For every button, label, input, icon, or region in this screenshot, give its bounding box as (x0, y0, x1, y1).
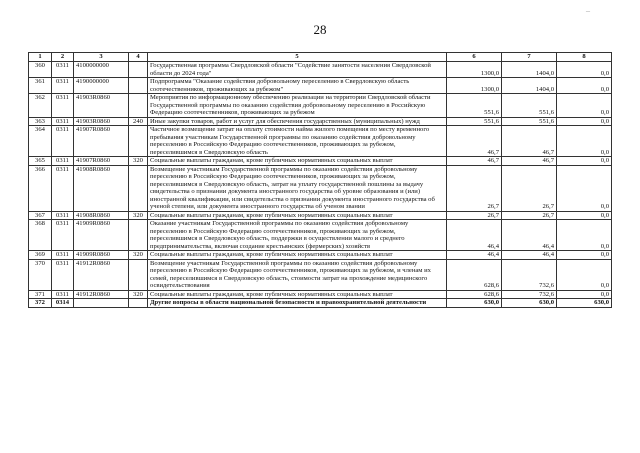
amount-col8-cell: 630,0 (557, 299, 612, 308)
item-name-cell: Подпрограмма "Оказание содействия добровольному переселению в Свердловскую область соотечественников, проживающих за рубежом" (148, 78, 447, 94)
amount-col8-cell: 0,0 (557, 78, 612, 94)
target-code-cell: 41909R0860 (74, 251, 129, 260)
target-code-cell: 41903R0860 (74, 94, 129, 118)
amount-col8-cell: 0,0 (557, 220, 612, 251)
item-name-cell: Иные закупки товаров, работ и услуг для обеспечения государственных (муниципальных) нужд (148, 117, 447, 126)
amount-col7-cell: 26,7 (502, 211, 557, 220)
expense-type-cell (129, 299, 148, 308)
target-code-cell: 41907R0860 (74, 126, 129, 157)
col-header: 6 (447, 53, 502, 62)
expense-type-cell: 320 (129, 157, 148, 166)
row-number-cell: 368 (29, 220, 52, 251)
item-name-cell: Социальные выплаты гражданам, кроме публичных нормативных социальных выплат (148, 211, 447, 220)
table-row (29, 94, 612, 118)
amount-col6-cell: 1300,0 (447, 78, 502, 94)
amount-col7-cell: 46,4 (502, 251, 557, 260)
row-number-cell: 369 (29, 251, 52, 260)
amount-col7-cell: 1404,0 (502, 78, 557, 94)
expense-type-cell (129, 220, 148, 251)
item-name-cell: Возмещение участникам Государственной программы по оказанию содействия добровольному переселению в Российскую Федерацию соотечественников, проживающих за рубежом, и членам их семей, переселившимся в Свердловскую область, стоимости затрат на прохождение медицинского освидетельствования (148, 259, 447, 290)
amount-col8-cell: 0,0 (557, 211, 612, 220)
budget-table (28, 52, 612, 308)
row-number-cell: 363 (29, 117, 52, 126)
amount-col8-cell: 0,0 (557, 94, 612, 118)
col-header: 8 (557, 53, 612, 62)
row-number-cell: 361 (29, 78, 52, 94)
row-number-cell: 365 (29, 157, 52, 166)
table-row (29, 126, 612, 157)
table-row (29, 78, 612, 94)
amount-col7-cell: 551,6 (502, 117, 557, 126)
table-row (29, 165, 612, 211)
item-name-cell: Социальные выплаты гражданам, кроме публичных нормативных социальных выплат (148, 157, 447, 166)
row-number-cell: 362 (29, 94, 52, 118)
item-name-cell: Социальные выплаты гражданам, кроме публичных нормативных социальных выплат (148, 251, 447, 260)
item-name-cell: Мероприятия по информационному обеспечению реализации на территории Свердловской области Государственной программы по оказанию содействия добровольному переселению в Российскую Федерацию соотечественников, проживающих за рубежом (148, 94, 447, 118)
amount-col6-cell: 46,4 (447, 251, 502, 260)
item-name-cell: Государственная программа Свердловской области "Содействие занятости населения Свердловской области до 2024 года" (148, 62, 447, 78)
amount-col6-cell: 551,6 (447, 117, 502, 126)
section-code-cell: 0314 (52, 299, 74, 308)
col-header: 5 (148, 53, 447, 62)
table-row (29, 299, 612, 308)
amount-col8-cell: 0,0 (557, 62, 612, 78)
page-number: 28 (313, 22, 327, 37)
row-number-cell: 367 (29, 211, 52, 220)
target-code-cell: 41909R0860 (74, 220, 129, 251)
amount-col7-cell: 46,7 (502, 157, 557, 166)
section-code-cell: 0311 (52, 117, 74, 126)
table-row (29, 290, 612, 299)
item-name-cell: Другие вопросы в области национальной безопасности и правоохранительной деятельности (148, 299, 447, 308)
amount-col8-cell: 0,0 (557, 290, 612, 299)
section-code-cell: 0311 (52, 62, 74, 78)
target-code-cell: 4100000000 (74, 62, 129, 78)
amount-col7-cell: 46,7 (502, 126, 557, 157)
row-number-cell: 372 (29, 299, 52, 308)
amount-col6-cell: 46,4 (447, 220, 502, 251)
row-number-cell: 371 (29, 290, 52, 299)
table-row (29, 220, 612, 251)
expense-type-cell: 320 (129, 211, 148, 220)
corner-mark: – (586, 6, 590, 15)
amount-col6-cell: 46,7 (447, 157, 502, 166)
expense-type-cell (129, 126, 148, 157)
item-name-cell: Частичное возмещение затрат на оплату стоимости найма жилого помещения по месту временного пребывания участникам Государственной программы по оказанию содействия добровольному переселению в Российскую Федерацию соотечественников, проживающих за рубежом, переселившимся в Свердловскую область (148, 126, 447, 157)
expense-type-cell: 320 (129, 290, 148, 299)
expense-type-cell: 320 (129, 251, 148, 260)
amount-col8-cell: 0,0 (557, 117, 612, 126)
col-header: 7 (502, 53, 557, 62)
amount-col7-cell: 26,7 (502, 165, 557, 211)
section-code-cell: 0311 (52, 78, 74, 94)
expense-type-cell (129, 94, 148, 118)
amount-col6-cell: 1300,0 (447, 62, 502, 78)
table-row (29, 251, 612, 260)
table-header-row (29, 53, 612, 62)
expense-type-cell: 240 (129, 117, 148, 126)
amount-col7-cell: 1404,0 (502, 62, 557, 78)
item-name-cell: Возмещение участникам Государственной программы по оказанию содействия добровольному переселению в Российскую Федерацию соотечественников, проживающих за рубежом, переселившимся в Свердловскую область, затрат на уплату государственной пошлины за выдачу свидетельства о признании документа иностранного государства об уровне образования и (или) иностранной квалификации, или свидетельства о признании документа иностранного государства об ученой степени, или документа иностранного государства об ученом звании (148, 165, 447, 211)
amount-col8-cell: 0,0 (557, 157, 612, 166)
section-code-cell: 0311 (52, 126, 74, 157)
amount-col8-cell: 0,0 (557, 251, 612, 260)
section-code-cell: 0311 (52, 211, 74, 220)
target-code-cell: 41912R0860 (74, 259, 129, 290)
amount-col7-cell: 630,0 (502, 299, 557, 308)
expense-type-cell (129, 259, 148, 290)
section-code-cell: 0311 (52, 259, 74, 290)
col-header: 2 (52, 53, 74, 62)
section-code-cell: 0311 (52, 165, 74, 211)
table-row (29, 117, 612, 126)
expense-type-cell (129, 62, 148, 78)
target-code-cell: 4190000000 (74, 78, 129, 94)
target-code-cell: 41912R0860 (74, 290, 129, 299)
amount-col8-cell: 0,0 (557, 165, 612, 211)
expense-type-cell (129, 165, 148, 211)
table-row (29, 211, 612, 220)
section-code-cell: 0311 (52, 220, 74, 251)
amount-col7-cell: 732,6 (502, 259, 557, 290)
amount-col6-cell: 628,6 (447, 259, 502, 290)
row-number-cell: 366 (29, 165, 52, 211)
amount-col7-cell: 551,6 (502, 94, 557, 118)
amount-col6-cell: 551,6 (447, 94, 502, 118)
section-code-cell: 0311 (52, 157, 74, 166)
col-header: 1 (29, 53, 52, 62)
row-number-cell: 364 (29, 126, 52, 157)
amount-col6-cell: 628,6 (447, 290, 502, 299)
section-code-cell: 0311 (52, 94, 74, 118)
amount-col6-cell: 630,0 (447, 299, 502, 308)
col-header: 3 (74, 53, 129, 62)
table-row (29, 157, 612, 166)
amount-col7-cell: 732,6 (502, 290, 557, 299)
col-header: 4 (129, 53, 148, 62)
row-number-cell: 360 (29, 62, 52, 78)
amount-col6-cell: 26,7 (447, 211, 502, 220)
amount-col6-cell: 26,7 (447, 165, 502, 211)
amount-col7-cell: 46,4 (502, 220, 557, 251)
item-name-cell: Оказание участникам Государственной программы по оказанию содействия добровольному переселению в Российскую Федерацию соотечественников, проживающих за рубежом, переселившимся в Свердловскую область, поддержки в осуществлении малого и среднего предпринимательства, включая создание крестьянских (фермерских) хозяйств (148, 220, 447, 251)
target-code-cell: 41908R0860 (74, 165, 129, 211)
amount-col8-cell: 0,0 (557, 126, 612, 157)
target-code-cell: 41903R0860 (74, 117, 129, 126)
target-code-cell (74, 299, 129, 308)
target-code-cell: 41907R0860 (74, 157, 129, 166)
table-row (29, 259, 612, 290)
amount-col8-cell: 0,0 (557, 259, 612, 290)
target-code-cell: 41908R0860 (74, 211, 129, 220)
section-code-cell: 0311 (52, 290, 74, 299)
amount-col6-cell: 46,7 (447, 126, 502, 157)
table-row (29, 62, 612, 78)
item-name-cell: Социальные выплаты гражданам, кроме публичных нормативных социальных выплат (148, 290, 447, 299)
expense-type-cell (129, 78, 148, 94)
section-code-cell: 0311 (52, 251, 74, 260)
row-number-cell: 370 (29, 259, 52, 290)
